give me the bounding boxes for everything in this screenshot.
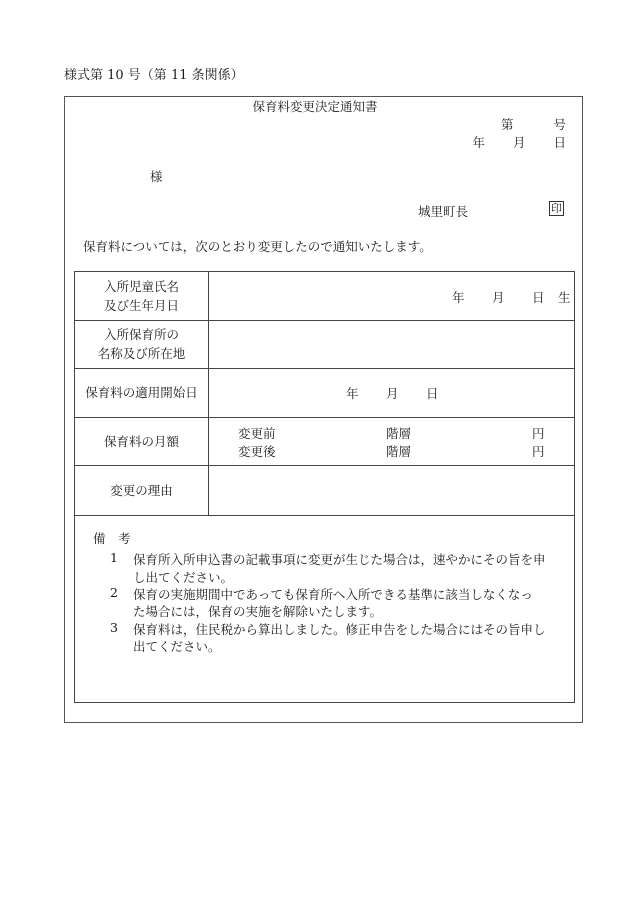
date-year-label: 年 — [472, 135, 485, 150]
document-title: 保育料変更決定通知書 — [252, 99, 378, 114]
table-row-facility — [75, 321, 574, 370]
start-date-value — [209, 369, 574, 417]
birth-day-label: 日 — [532, 290, 545, 305]
note-line: 出てください。 — [133, 639, 221, 654]
monthly-fee-value — [209, 418, 574, 466]
note-number: 3 — [110, 620, 118, 635]
fee-after-label: 変更後 — [238, 443, 276, 459]
note-number: 1 — [110, 550, 118, 565]
start-date-label — [75, 369, 209, 417]
facility-label — [75, 321, 209, 369]
table-row-child — [75, 272, 574, 321]
fee-before-label: 変更前 — [238, 425, 276, 441]
note-number: 2 — [110, 585, 118, 600]
note-line: し出てください。 — [133, 570, 234, 585]
label-line: 変更の理由 — [110, 482, 173, 498]
monthly-fee-label — [75, 418, 209, 466]
label-line: 入所児童氏名 — [103, 278, 179, 294]
start-day-label: 日 — [426, 386, 439, 401]
label-line: 入所保育所の — [103, 327, 179, 343]
child-name-label — [75, 272, 209, 320]
note-line: 保育所入所申込書の記載事項に変更が生じた場合は，速やかにその旨を申 — [133, 552, 546, 567]
seal-mark: 印 — [551, 202, 562, 215]
facility-value — [209, 321, 574, 369]
reason-value — [209, 466, 574, 515]
document-number — [0, 115, 566, 133]
date-month-label: 月 — [512, 135, 526, 150]
child-name-value — [209, 272, 574, 320]
table-row-start-date — [75, 369, 574, 418]
form-number: 様式第 10 号（第 11 条関係） — [64, 68, 244, 83]
fee-after-tier-label: 階層 — [386, 443, 412, 459]
label-line: 名称及び所在地 — [97, 346, 186, 362]
notes-heading: 備 考 — [93, 531, 131, 546]
birth-month-label: 月 — [492, 290, 505, 305]
label-line: 保育料の月額 — [103, 433, 179, 449]
date-day-label: 日 — [553, 135, 566, 150]
fee-before-tier-label: 階層 — [386, 425, 412, 441]
note-line: た場合には，保育の実施を解除いたします。 — [133, 604, 383, 619]
label-line: 及び生年月日 — [103, 297, 179, 313]
start-month-label: 月 — [386, 386, 399, 401]
birth-year-label: 年 — [452, 290, 465, 305]
recipient-label: 様 — [150, 169, 163, 184]
info-table — [74, 271, 575, 516]
note-line: 保育料は，住民税から算出しました。修正申告をした場合にはその旨申し — [133, 622, 546, 637]
document-date — [0, 133, 566, 151]
table-row-monthly-fee — [75, 418, 574, 467]
reason-label — [75, 466, 209, 515]
start-year-label: 年 — [346, 386, 359, 401]
issuer-name: 城里町長 — [418, 204, 469, 219]
intro-text: 保育料については，次のとおり変更したので通知いたします。 — [83, 239, 432, 254]
table-row-reason — [75, 466, 574, 515]
fee-after-yen-label: 円 — [532, 443, 545, 459]
label-line: 保育料の適用開始日 — [85, 385, 198, 401]
number-dai-label: 第 — [500, 117, 514, 132]
fee-before-yen-label: 円 — [532, 425, 545, 441]
note-line: 保育の実施期間中であっても保育所へ入所できる基準に該当しなくなっ — [133, 587, 533, 602]
number-go-label: 号 — [553, 117, 566, 132]
birth-suffix-label: 生 — [558, 290, 571, 305]
